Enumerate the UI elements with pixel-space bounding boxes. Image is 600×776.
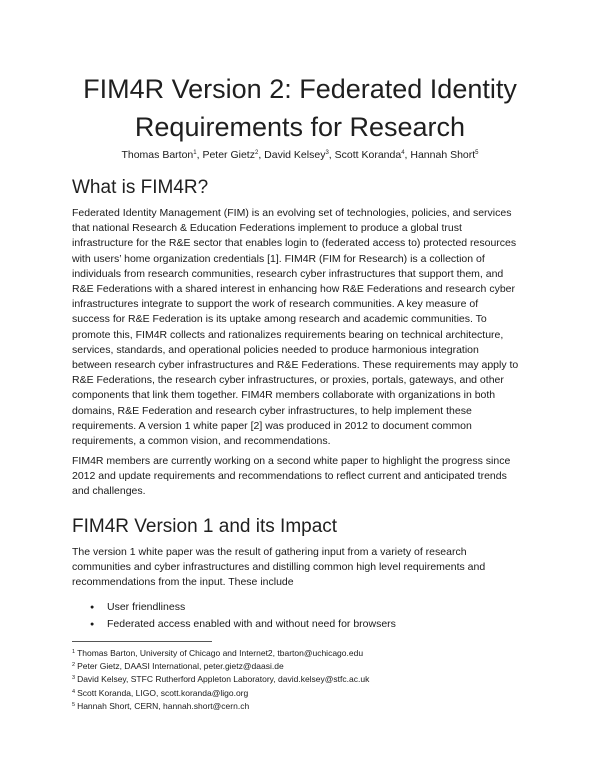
footnote-mark: 1 (193, 150, 197, 156)
footnote-mark: 3 (325, 150, 329, 156)
text-line: that national Research & Education Federations implement to produce a global trust (72, 222, 462, 235)
footnote-divider (72, 641, 212, 642)
footnote-text: Hannah Short, CERN, hannah.short@cern.ch (77, 700, 250, 711)
author-separator: , (196, 149, 203, 161)
author-name: Scott Koranda (334, 149, 402, 161)
footnote-item (72, 699, 369, 712)
list-item: ● Federated access enabled with and without need for browsers (90, 616, 396, 633)
footnote-text: Thomas Barton, University of Chicago and Internet2, tbarton@uchicago.edu (77, 648, 364, 658)
text-line: domains, R&E Federation and research cyber infrastructures, to help implement these (72, 404, 472, 417)
footnote-mark: 4 (72, 688, 76, 695)
document-title (40, 70, 560, 146)
requirements-list (90, 599, 396, 633)
text-line: infrastructure for the R&E sector that enables login to (federated access to) protected resources (72, 237, 517, 250)
author-separator: , (328, 149, 335, 161)
text-line: services, standards, and operational policies needed to produce harmonious integration (72, 343, 479, 356)
text-line: and challenges. (72, 485, 146, 498)
footnote-item (72, 646, 369, 659)
section-heading: What is FIM4R? (72, 177, 209, 198)
footnote-text: Peter Gietz, DAASI International, peter.gietz@daasi.de (77, 661, 284, 672)
author-list (40, 146, 560, 162)
section-heading: FIM4R Version 1 and its Impact (72, 516, 338, 537)
author-name: Hannah Short (410, 149, 476, 161)
text-line: success for R&E Federation is its uptake among research and academic communities. To (72, 313, 487, 326)
section1-paragraph1 (72, 206, 532, 449)
text-line: R&E Federations, the research cyber infrastructures, or proxies, portals, gateways, and other (72, 374, 504, 387)
author-separator: , (404, 149, 411, 161)
list-item: ● User friendliness (90, 599, 396, 616)
footnote-item (72, 686, 369, 699)
text-line: requirements, a common vision, and recommendations. (72, 435, 331, 448)
footnote-mark: 4 (401, 150, 405, 156)
footnote-item (72, 672, 369, 685)
text-line: between research cyber infrastructures and R&E Federations. These requirements may apply to (72, 359, 519, 372)
text-line: 2012 and update requirements and recommendations to reflect current and anticipated trends (72, 470, 507, 483)
author-name: Peter Gietz (202, 149, 255, 161)
text-line: requirements. A version 1 white paper [2] was produced in 2012 to document common (72, 419, 472, 432)
title-line: Requirements for Research (134, 112, 466, 142)
footnote-text: Scott Koranda, LIGO, scott.koranda@ligo.org (77, 687, 249, 698)
author-name: David Kelsey (264, 149, 326, 161)
footnote-mark: 1 (72, 649, 76, 655)
text-line: recommendations from the input. These include (72, 576, 294, 589)
footnote-mark: 2 (72, 662, 76, 669)
footnote-mark: 2 (254, 150, 259, 156)
footnote-text: David Kelsey, STFC Rutherford Appleton Laboratory, david.kelsey@stfc.ac.uk (77, 674, 370, 685)
text-line: R&E Federations with a shared interest in enhancing how R&E Federations and research cyber (72, 283, 515, 296)
section1-paragraph2 (72, 454, 532, 500)
text-line: promote this, FIM4R collects and rationalizes requirements bearing on technical architecture, (72, 328, 504, 341)
text-line: Federated Identity Management (FIM) is an evolving set of technologies, policies, and services (72, 207, 512, 219)
footnote-mark: 3 (72, 675, 76, 682)
author-separator: , (258, 149, 265, 161)
footnote-list (72, 646, 369, 712)
title-line: FIM4R Version 2: Federated Identity (83, 74, 517, 104)
footnote-mark: 5 (72, 701, 76, 708)
text-line: with users’ home organization credentials [1]. FIM4R (FIM for Research) is a collection of (72, 252, 485, 265)
section2-paragraph (72, 545, 532, 591)
text-line: components that link them together. FIM4R members collaborate with organizations in both (72, 389, 496, 402)
footnote-mark: 5 (475, 150, 479, 156)
text-line: infrastructures integrate to support the work of research communities. A key measure of (72, 298, 479, 311)
author-name: Thomas Barton (121, 149, 194, 161)
text-line: individuals from research communities, research cyber infrastructures that support them, and (72, 267, 504, 280)
footnote-item (72, 659, 369, 672)
text-line: FIM4R members are currently working on a second white paper to highlight the progress since (72, 455, 511, 467)
text-line: communities and cyber infrastructures and distilling common high level requirements and (72, 561, 486, 574)
text-line: The version 1 white paper was the result of gathering input from a variety of research (72, 546, 467, 558)
